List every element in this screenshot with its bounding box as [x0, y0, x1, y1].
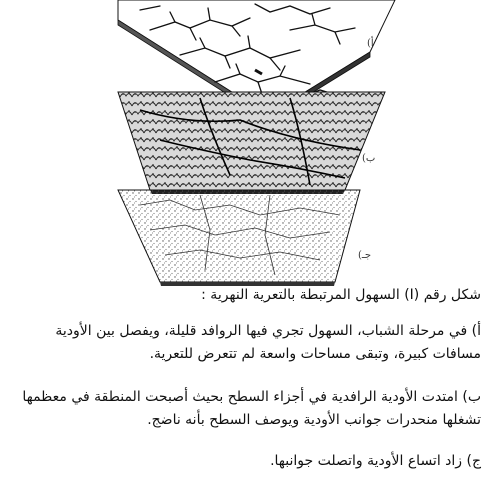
paragraph-b-line-2: تشغلها منحدرات جوانب الأودية ويوصف السطح بأنه ناضج.: [147, 412, 481, 428]
paragraph-a-line-1: أ) في مرحلة الشباب، السهول تجري فيها الروافد قليلة، ويفصل بين الأودية: [55, 323, 481, 339]
figure-caption: شكل رقم (I) السهول المرتبطة بالتعرية النهرية :: [201, 287, 481, 303]
panel-b-block: [118, 92, 385, 194]
panel-label-c: جـ): [358, 250, 372, 261]
paragraph-c-line-1: ج) زاد اتساع الأودية واتصلت جوانبها.: [270, 453, 481, 469]
panel-label-a: أ): [367, 38, 374, 49]
paragraph-b-line-1: ب) امتدت الأودية الرافدية في أجزاء السطح بحيث أصبحت المنطقة في معظمها: [22, 389, 481, 405]
paragraph-a-line-2: مسافات كبيرة، وتبقى مساحات واسعة لم تتعرض للتعرية.: [149, 346, 481, 362]
panel-c-block: [118, 190, 360, 286]
panel-label-b: ب): [362, 153, 376, 164]
